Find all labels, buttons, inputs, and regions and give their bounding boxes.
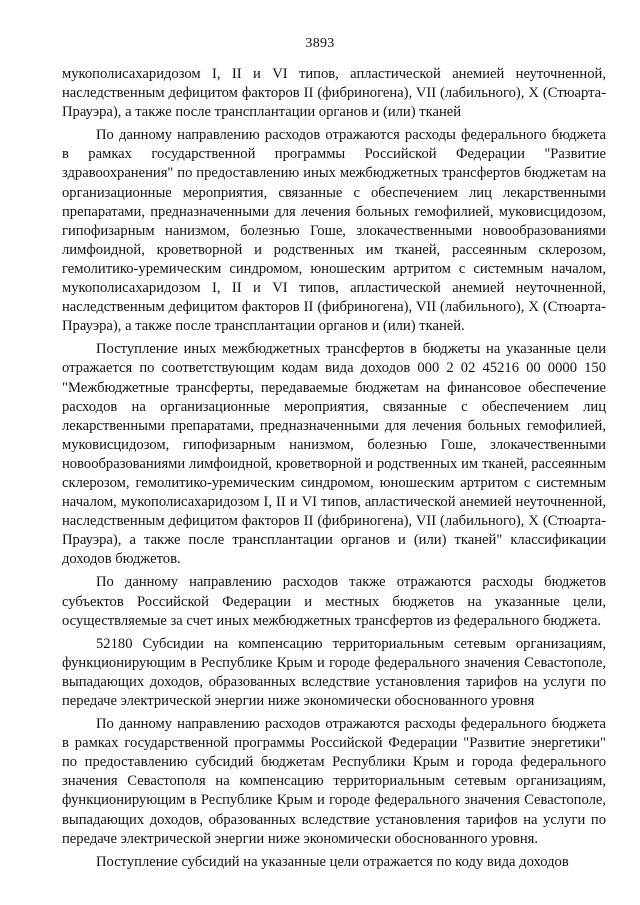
paragraph-code-52180-heading: 52180 Субсидии на компенсацию территориальным сетевым организациям, функционирующим в Республике Крым и городе федерального значения Севастополе, выпадающих доходов, образованных вследствие установления тарифов на услуги по передаче электрической энергии ниже экономически обоснованного уровня [62, 635, 606, 709]
page-number: 3893 [305, 36, 335, 51]
paragraph-subsidies-income-code: Поступление субсидий на указанные цели отражается по коду вида доходов [96, 853, 569, 870]
paragraph-energy-program: По данному направлению расходов отражаются расходы федерального бюджета в рамках государственной программы Российской Федерации "Развитие энергетики" по предоставлению субсидий бюджетам Республики Крым и города федерального значения Севастополя на компенсацию территориальным сетевым организациям, функционирующим в Республике Крым и городе федерального значения Севастополе, выпадающих доходов, образованных вследствие установления тарифов на услуги по передаче электрической энергии ниже экономически обоснованного уровня. [62, 716, 606, 847]
paragraph-regional-budgets: По данному направлению расходов также отражаются расходы бюджетов субъектов Российской Федерации и местных бюджетов на указанные цели, осуществляемые за счет иных межбюджетных трансфертов из федерального бюджета. [62, 574, 606, 629]
paragraph-transfers-income-code: Поступление иных межбюджетных трансфертов в бюджеты на указанные цели отражается по соответствующим кодам вида доходов 000 2 02 45216 00 0000 150 "Межбюджетные трансферты, передаваемые бюджетам на финансовое обеспечение расходов на организационные мероприятия, связанные с обеспечением лиц лекарственными препаратами, предназначенными для лечения больных гемофилией, муковисцидозом, гипофизарным нанизмом, болезнью Гоше, злокачественными новообразованиями лимфоидной, кроветворной и родственных им тканей, рассеянным склерозом, гемолитико-уремическим синдромом, юношеским артритом с системным началом, мукополисахаридозом I, II и VI типов, апластической анемией неуточненной, наследственным дефицитом факторов II (фибриногена), VII (лабильного), X (Стюарта-Прауэра), а также после трансплантации органов и (или) тканей" классификации доходов бюджетов. [62, 341, 606, 568]
paragraph-federal-budget-expenses: По данному направлению расходов отражаются расходы федерального бюджета в рамках государственной программы Российской Федерации "Развитие здравоохранения" по предоставлению иных межбюджетных трансфертов бюджетам на организационные мероприятия, связанные с обеспечением лиц лекарственными препаратами, предназначенными для лечения больных гемофилией, муковисцидозом, гипофизарным нанизмом, болезнью Гоше, злокачественными новообразованиями лимфоидной, кроветворной и родственных им тканей, рассеянным склерозом, гемолитико-уремическим синдромом, юношеским артритом с системным началом, мукополисахаридозом I, II и VI типов, апластической анемией неуточненной, наследственным дефицитом факторов II (фибриногена), VII (лабильного), X (Стюарта-Прауэра), а также после трансплантации органов и (или) тканей. [62, 127, 606, 335]
document-body [62, 65, 606, 876]
paragraph-continuation: мукополисахаридозом I, II и VI типов, апластической анемией неуточненной, наследственным дефицитом факторов II (фибриногена), VII (лабильного), X (Стюарта-Прауэра), а также после трансплантации органов и (или) тканей [62, 66, 606, 121]
